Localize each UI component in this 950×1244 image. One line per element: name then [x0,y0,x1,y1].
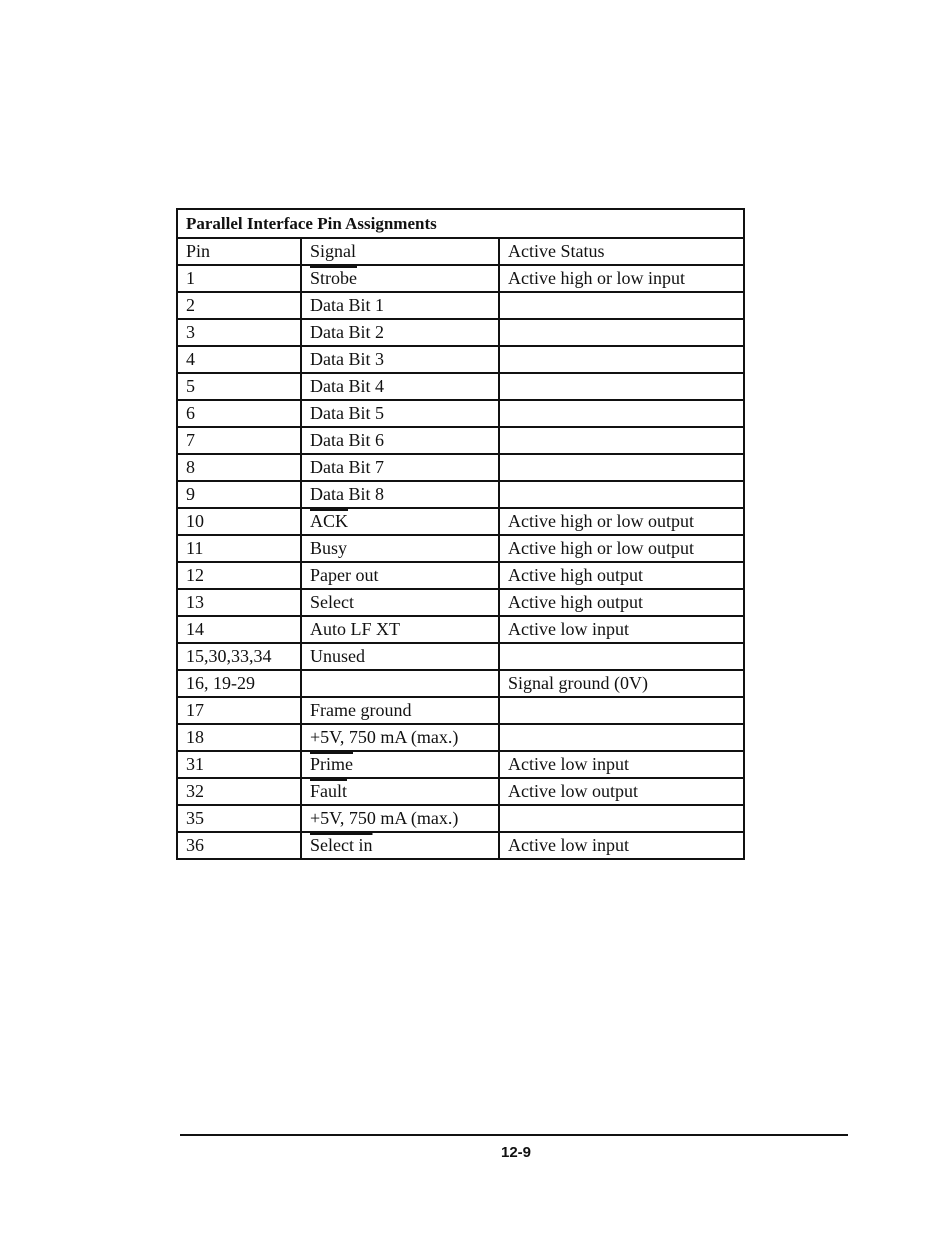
signal-cell [301,697,499,724]
signal-cell [301,319,499,346]
page-number: 12-9 [500,1144,532,1161]
active-status-cell: Active high or low output [499,535,744,562]
table-row [177,454,744,481]
signal-cell [301,805,499,832]
signal-name: Strobe [310,268,357,288]
signal-cell [301,832,499,859]
table-row [177,589,744,616]
pin-cell: 31 [177,751,301,778]
signal-name: Data Bit 4 [310,376,384,396]
signal-cell [301,562,499,589]
pin-cell: 36 [177,832,301,859]
signal-cell [301,373,499,400]
signal-cell [301,265,499,292]
pin-assignments-table [176,208,745,860]
signal-name: Prime [310,754,353,774]
table-row [177,778,744,805]
active-status-cell [499,319,744,346]
signal-name: Data Bit 2 [310,322,384,342]
signal-cell [301,454,499,481]
table-title: Parallel Interface Pin Assignments [177,209,744,238]
signal-cell [301,778,499,805]
active-status-cell: Active high output [499,562,744,589]
pin-cell: 16, 19-29 [177,670,301,697]
table-row [177,562,744,589]
active-status-cell [499,454,744,481]
active-status-cell [499,292,744,319]
table-row [177,832,744,859]
signal-cell [301,535,499,562]
active-status-cell: Active high or low output [499,508,744,535]
table-row [177,481,744,508]
active-status-cell [499,643,744,670]
signal-name: Data Bit 6 [310,430,384,450]
table-row [177,265,744,292]
signal-name: +5V, 750 mA (max.) [310,808,459,828]
signal-cell [301,481,499,508]
signal-name: Data Bit 7 [310,457,384,477]
signal-name: Unused [310,646,365,666]
signal-cell [301,346,499,373]
signal-name: Data Bit 8 [310,484,384,504]
active-status-cell [499,481,744,508]
active-status-cell [499,346,744,373]
table-row [177,319,744,346]
pin-cell: 12 [177,562,301,589]
pin-cell: 13 [177,589,301,616]
active-status-cell: Active low input [499,751,744,778]
pin-cell: 1 [177,265,301,292]
signal-cell [301,292,499,319]
active-status-cell: Active low output [499,778,744,805]
pin-cell: 11 [177,535,301,562]
pin-cell: 4 [177,346,301,373]
signal-name: Select in [310,835,373,855]
active-status-cell: Active high or low input [499,265,744,292]
signal-cell [301,616,499,643]
signal-cell [301,400,499,427]
signal-cell [301,508,499,535]
pin-cell: 15,30,33,34 [177,643,301,670]
pin-cell: 10 [177,508,301,535]
table-row [177,400,744,427]
signal-name: Auto LF XT [310,619,400,639]
table-row [177,670,744,697]
active-status-cell: Active low input [499,832,744,859]
table-row [177,427,744,454]
active-status-cell [499,427,744,454]
pin-cell: 3 [177,319,301,346]
active-status-cell: Signal ground (0V) [499,670,744,697]
table-row [177,751,744,778]
pin-cell: 7 [177,427,301,454]
column-header-signal: Signal [301,238,499,265]
active-status-cell: Active high output [499,589,744,616]
table-row [177,535,744,562]
pin-cell: 14 [177,616,301,643]
active-status-cell [499,724,744,751]
table-row [177,805,744,832]
pin-cell: 8 [177,454,301,481]
pin-cell: 18 [177,724,301,751]
table-body [177,265,744,859]
signal-name: Select [310,592,354,612]
signal-cell [301,751,499,778]
pin-cell: 17 [177,697,301,724]
signal-name: Data Bit 3 [310,349,384,369]
pin-cell: 9 [177,481,301,508]
active-status-cell: Active low input [499,616,744,643]
signal-name: Data Bit 1 [310,295,384,315]
pin-cell: 2 [177,292,301,319]
signal-name: Data Bit 5 [310,403,384,423]
table-row [177,292,744,319]
signal-name: Paper out [310,565,379,585]
table-row [177,643,744,670]
column-header-active-status: Active Status [499,238,744,265]
table-row [177,346,744,373]
pin-cell: 5 [177,373,301,400]
active-status-cell [499,805,744,832]
table-row [177,697,744,724]
active-status-cell [499,400,744,427]
table-title-row [177,209,744,238]
pin-cell: 6 [177,400,301,427]
table-row [177,508,744,535]
signal-cell [301,724,499,751]
signal-name: $\overline{ACK}$ [310,511,349,531]
signal-cell [301,589,499,616]
signal-name: Busy [310,538,348,558]
signal-cell [301,643,499,670]
signal-name: Frame ground [310,700,412,720]
signal-name: +5V, 750 mA (max.) [310,727,459,747]
active-status-cell [499,373,744,400]
table-row [177,724,744,751]
table-header-row [177,238,744,265]
pin-cell: 32 [177,778,301,805]
signal-cell [301,427,499,454]
column-header-pin: Pin [177,238,301,265]
table-row [177,373,744,400]
table-row [177,616,744,643]
pin-cell: 35 [177,805,301,832]
active-status-cell [499,697,744,724]
footer-divider [180,1134,848,1136]
signal-name: Fault [310,781,348,801]
signal-cell [301,670,499,697]
